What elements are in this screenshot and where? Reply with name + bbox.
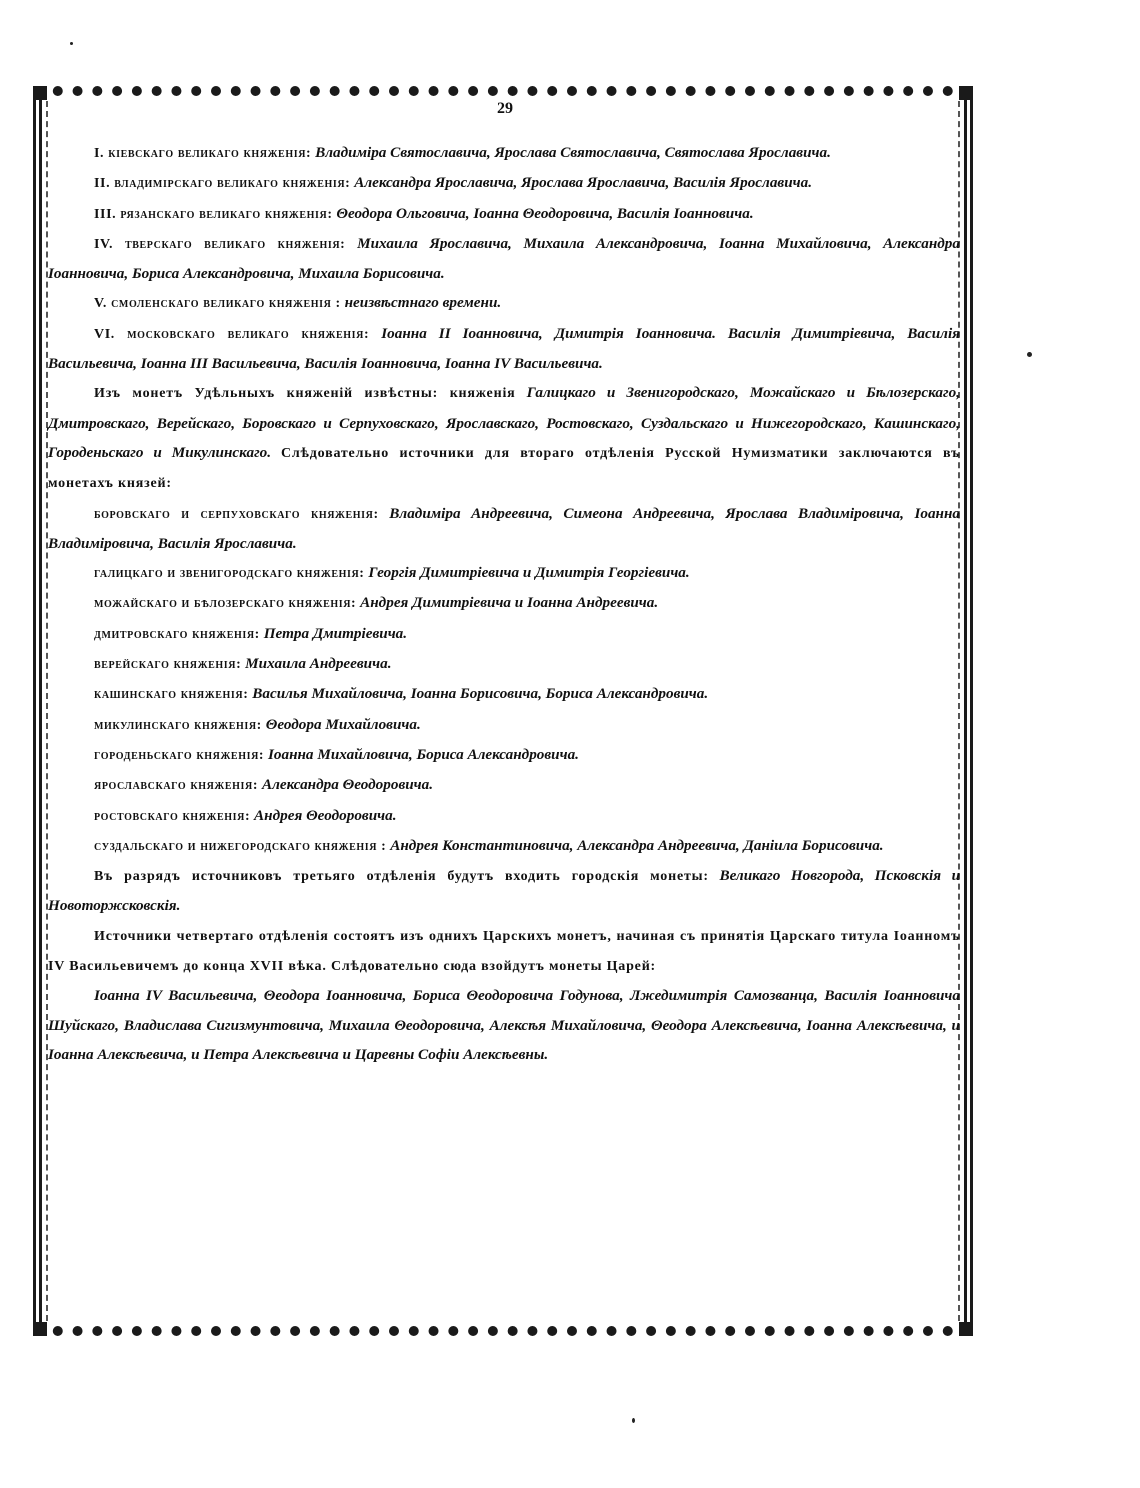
principality-kashin — [48, 679, 960, 709]
section-heading: I. кіевскаго великаго княженія: — [94, 146, 312, 161]
scan-speck — [632, 1418, 635, 1423]
section-names: Александра Ярославича, Ярослава Ярославича, Василія Ярославича. — [354, 174, 813, 192]
section-names: Михаила Ярославича, Михаила Александровича, Іоанна Михайловича, Александра Іоанновича, Бориса Александровича, Михаила Борисовича. — [48, 234, 960, 283]
fourth-section-paragraph — [48, 921, 960, 982]
page-number: 29 — [497, 100, 513, 117]
principality-names: Андрея Константиновича, Александра Андреевича, Даніила Борисовича. — [390, 836, 884, 854]
principality-yaroslavl — [48, 770, 960, 800]
section-heading: III. рязанскаго великаго княженія: — [94, 206, 333, 222]
principality-mikulin — [48, 710, 960, 740]
principality-heading: верейскаго княженія: — [94, 657, 242, 673]
tsars-names: Іоанна IV Васильевича, Θеодора Іоанновича, Бориса Θеодоровича Годунова, Лжедимитрія Самозванца, Василія Іоанновича Шуйскаго, Владислава Сигизмунтовича, Михаила Θеодоровича, Алексѣя Михайловича, Θеодора Алексѣевича, Іоанна Алексѣевича, и Іоанна Алексѣевича, и Петра Алексѣевича и Царевны Софіи Алексѣевны. — [48, 987, 960, 1063]
principality-rostov — [48, 801, 960, 831]
section-vladimir — [48, 168, 960, 198]
principality-names: Александра Θеодоровича. — [261, 776, 434, 794]
section-names: Владиміра Святославича, Ярослава Святославича, Святослава Ярославича. — [315, 144, 831, 161]
section-kiev — [48, 138, 960, 168]
fourth-section-text: Источники четвертаго отдѣленія состоятъ изъ однихъ Царскихъ монетъ, начиная съ принятія Царскаго титула Іоанномъ IV Васильевичемъ до конца XVII вѣка. Слѣдовательно сюда взойдутъ монеты Царей: — [48, 928, 960, 975]
section-tver — [48, 229, 960, 289]
principality-heading: можайскаго и бѣлозерскаго княженія: — [94, 596, 357, 612]
principality-borovsk — [48, 499, 960, 559]
principality-vereya — [48, 649, 960, 679]
border-corner-ornament — [959, 86, 973, 100]
section-heading: V. смоленскаго великаго княженія : — [94, 296, 341, 312]
principality-heading: кашинскаго княженія: — [94, 687, 249, 703]
principality-heading: микулинскаго княженія: — [94, 717, 262, 733]
section-names: неизвѣстнаго времени. — [344, 294, 502, 312]
principality-galich — [48, 558, 960, 588]
principality-heading: дмитровскаго княженія: — [94, 626, 260, 642]
principality-names: Θеодора Михайловича. — [265, 715, 421, 733]
section-heading: II. владимірскаго великаго княженія: — [94, 176, 351, 192]
principality-dmitrov — [48, 619, 960, 649]
section-heading: IV. тверскаго великаго княженія: — [94, 236, 346, 252]
principality-mozhaisk — [48, 588, 960, 618]
third-section-paragraph — [48, 861, 960, 921]
principality-gorodensk — [48, 740, 960, 770]
principality-heading: городеньскаго княженія: — [94, 747, 265, 763]
udel-intro: Изъ монетъ Удѣльныхъ княженій извѣстны: княженія — [94, 386, 516, 402]
principality-names: Владиміра Андреевича, Симеона Андреевича, Ярослава Владиміровича, Іоанна Владиміровича, Василія Ярославича. — [48, 504, 961, 552]
principality-heading: ростовскаго княженія: — [94, 808, 251, 824]
principality-heading: галицкаго и звенигородскаго княженія: — [94, 566, 365, 582]
scan-speck — [1027, 352, 1032, 357]
principality-names: Іоанна Михайловича, Бориса Александровича. — [267, 745, 579, 763]
principality-names: Михаила Андреевича. — [245, 655, 392, 673]
principality-names: Георгія Димитріевича и Димитрія Георгіевича. — [368, 564, 690, 582]
principality-heading: суздальскаго и нижегородскаго княженія : — [94, 838, 387, 854]
principality-names: Андрея Димитріевича и Іоанна Андреевича. — [360, 594, 659, 612]
border-corner-ornament — [33, 86, 47, 100]
border-corner-ornament — [959, 1322, 973, 1336]
udel-paragraph — [48, 378, 960, 498]
border-corner-ornament — [33, 1322, 47, 1336]
section-heading: VI. московскаго великаго княженія: — [94, 326, 370, 342]
principality-names: Андрея Θеодоровича. — [254, 806, 397, 824]
section-moscow — [48, 319, 960, 379]
principality-heading: ярославскаго княженія: — [94, 778, 259, 794]
section-smolensk — [48, 288, 960, 318]
principality-heading: боровскаго и серпуховскаго княженія: — [94, 506, 379, 522]
scan-speck — [70, 42, 73, 45]
page-body — [48, 138, 960, 1069]
tsars-paragraph — [48, 981, 960, 1069]
section-names: Іоанна II Іоанновича, Димитрія Іоанновича. Василія Димитріевича, Василія Васильевича, Іоанна III Васильевича, Василія Іоанновича, Іоанна IV Васильевича. — [48, 324, 960, 373]
udel-conclusion: Слѣдовательно источники для втораго отдѣленія Русской Нумизматики заключаются въ монетахъ князей: — [48, 445, 960, 492]
third-section-text: Въ разрядъ источниковъ третьяго отдѣленія будутъ входить городскія монеты: — [94, 869, 709, 885]
principality-names: Василья Михайловича, Іоанна Борисовича, Бориса Александровича. — [252, 685, 709, 703]
third-section-names: Великаго Новгорода, Псковскія и Новоторжсковскія. — [48, 867, 961, 915]
section-names: Θеодора Ольговича, Іоанна Θеодоровича, Василія Іоанновича. — [336, 204, 754, 222]
section-ryazan — [48, 199, 960, 229]
udel-list: Галицкаго и Звенигородскаго, Можайскаго и Бѣлозерскаго, Дмитровскаго, Верейскаго, Боровскаго и Серпуховскаго, Ярославскаго, Ростовскаго, Суздальскаго и Нижегородскаго, Кашинскаго, Городеньскаго и Микулинскаго. — [48, 384, 960, 461]
principality-names: Петра Дмитріевича. — [263, 624, 408, 642]
principality-suzdal — [48, 831, 960, 861]
